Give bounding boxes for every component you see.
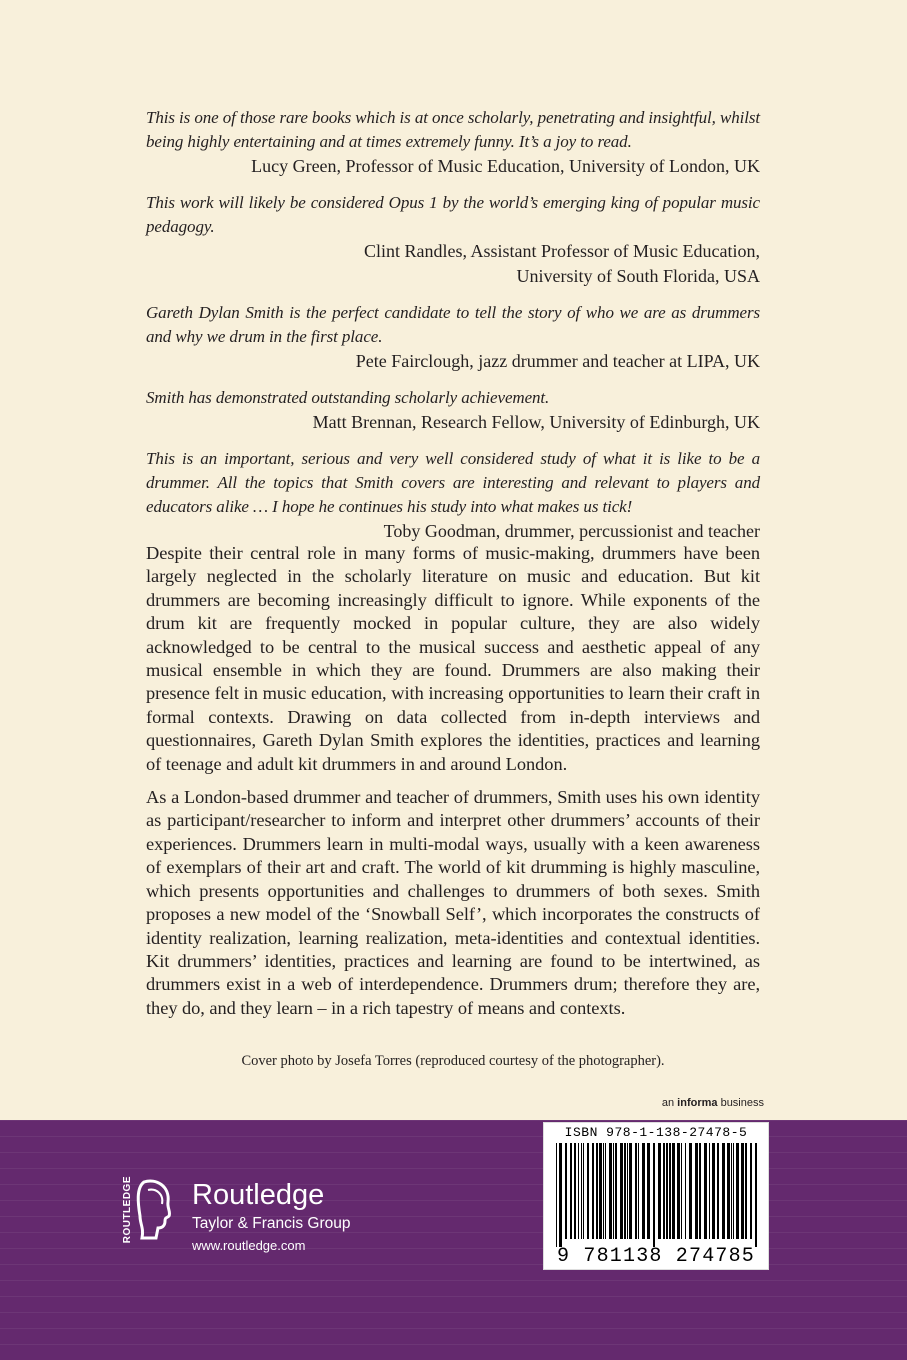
- barcode-bar: [635, 1143, 637, 1239]
- barcode-bar: [745, 1143, 747, 1239]
- barcode-bar: [733, 1143, 734, 1239]
- endorsement-quote: This work will likely be considered Opus 1 by the world’s emerging king of popular music pedagogy.: [146, 193, 760, 236]
- endorsement-attribution: Matt Brennan, Research Fellow, University of Edinburgh, UK: [312, 412, 760, 432]
- barcode-bar: [565, 1143, 567, 1239]
- barcode-bar: [583, 1143, 584, 1239]
- endorsements: [146, 106, 760, 556]
- barcode-bar: [722, 1143, 725, 1239]
- barcode-bar: [750, 1143, 752, 1239]
- barcode-bar: [755, 1143, 757, 1247]
- endorsement-quote: This is one of those rare books which is at once scholarly, penetrating and insightful, whilst being highly entertaining and at times extremely funny. It’s a joy to read.: [146, 108, 760, 151]
- barcode-bar: [587, 1143, 589, 1239]
- barcode-bar: [727, 1143, 730, 1239]
- barcode-bar: [689, 1143, 692, 1239]
- book-description: [146, 542, 760, 1030]
- routledge-logo: [118, 1176, 398, 1266]
- barcode-bar: [596, 1143, 598, 1239]
- endorsement: [146, 386, 760, 435]
- barcode-bar: [731, 1143, 732, 1239]
- barcode-bar: [695, 1143, 698, 1239]
- barcode-bar: [685, 1143, 686, 1239]
- endorsement: [146, 106, 760, 179]
- barcode-bar: [658, 1143, 661, 1239]
- barcode-bar: [574, 1143, 576, 1239]
- barcode-bar: [677, 1143, 680, 1239]
- barcode-bar: [599, 1143, 602, 1239]
- endorsement: [146, 191, 760, 289]
- barcode-bar: [627, 1143, 628, 1239]
- barcode-bar: [741, 1143, 744, 1239]
- barcode-bar: [638, 1143, 639, 1239]
- endorsement-attribution: University of South Florida, USA: [516, 266, 760, 286]
- description-paragraph: As a London-based drummer and teacher of drummers, Smith uses his own identity as participant/researcher to inform and interpret other drummers’ accounts of their experiences. Drummers learn in multi-modal ways, usually with a keen awareness of exemplars of their art and craft. The world of kit drumming is highly masculine, which presents opportunities and challenges to drummers of both sexes. Smith proposes a new model of the ‘Snowball Self’, which incorporates the constructs of identity realization, learning realization, meta-identities and contextual identities. Kit drummers’ identities, practices and learning are found to be intertwined, as drummers exist in a web of interdependence. Drummers drum; therefore they are, they do, and they learn – in a rich tapestry of means and contexts.: [146, 787, 760, 1018]
- isbn-label: ISBN 978-1-138-27478-5: [564, 1125, 748, 1140]
- endorsement-quote: This is an important, serious and very well considered study of what it is like to be a drummer. All the topics that Smith covers are interesting and relevant to players and educators alike … I hope he continues his study into what makes us tick!: [146, 449, 760, 516]
- barcode-bar: [581, 1143, 582, 1239]
- endorsement-attribution: Toby Goodman, drummer, percussionist and teacher: [383, 521, 760, 541]
- barcode-bar: [669, 1143, 671, 1239]
- barcode-bar: [559, 1143, 562, 1247]
- barcode-bar: [556, 1143, 557, 1247]
- barcode-bar: [624, 1143, 626, 1239]
- barcode-digits: 9 781138 274785: [556, 1245, 756, 1268]
- barcode-bar: [681, 1143, 682, 1239]
- cover-photo-credit: Cover photo by Josefa Torres (reproduced courtesy of the photographer).: [241, 1053, 665, 1069]
- endorsement-quote: Smith has demonstrated outstanding scholarly achievement.: [146, 388, 550, 407]
- endorsement-quote: Gareth Dylan Smith is the perfect candidate to tell the story of who we are as drummers and why we drum in the first place.: [146, 303, 760, 346]
- endorsement-attribution: Clint Randles, Assistant Professor of Music Education,: [364, 241, 760, 261]
- endorsement: [146, 447, 760, 544]
- barcode-bar: [578, 1143, 579, 1239]
- endorsement: [146, 301, 760, 374]
- publisher-website: www.routledge.com: [192, 1238, 306, 1253]
- barcode-bar: [666, 1143, 668, 1239]
- barcode-bar: [736, 1143, 739, 1239]
- informa-wordmark: informa: [677, 1097, 718, 1109]
- barcode-bar: [653, 1143, 655, 1247]
- barcode-bar: [642, 1143, 645, 1239]
- barcode-bar: [647, 1143, 650, 1239]
- barcode-bar: [712, 1143, 715, 1239]
- barcode-bar: [717, 1143, 719, 1239]
- isbn-barcode: [543, 1122, 769, 1270]
- barcode-bar: [615, 1143, 617, 1239]
- publisher-name: Routledge: [192, 1179, 325, 1211]
- publisher-group: Taylor & Francis Group: [192, 1215, 351, 1232]
- endorsement-attribution: Pete Fairclough, jazz drummer and teacher at LIPA, UK: [355, 351, 760, 371]
- barcode-bar: [605, 1143, 606, 1239]
- barcode-bar: [699, 1143, 701, 1239]
- barcode-bar: [609, 1143, 612, 1239]
- barcode-bars: [552, 1143, 762, 1249]
- barcode-bar: [663, 1143, 665, 1239]
- routledge-vertical-mark: ROUTLEDGE: [122, 1176, 133, 1244]
- barcode-bar: [709, 1143, 710, 1239]
- barcode-bar: [603, 1143, 604, 1239]
- endorsement-attribution: Lucy Green, Professor of Music Education, University of London, UK: [251, 156, 760, 176]
- description-paragraph: Despite their central role in many forms of music-making, drummers have been largely neglected in the scholarly literature on music and education. But kit drummers are becoming increasingly difficult to ignore. While exponents of the drum kit are frequently mocked in popular culture, they are also widely acknowledged to be central to the musical success and aesthetic appeal of any musical ensemble in which they are found. Drummers are also making their presence felt in music education, with increasing opportunities to learn their craft in formal contexts. Drawing on data collected from in-depth interviews and questionnaires, Gareth Dylan Smith explores the identities, practices and learning of teenage and adult kit drummers in and around London.: [146, 543, 760, 774]
- informa-tagline: an informa business: [661, 1097, 764, 1109]
- barcode-bar: [592, 1143, 594, 1239]
- barcode-bar: [629, 1143, 632, 1239]
- barcode-bar: [620, 1143, 623, 1239]
- barcode-bar: [672, 1143, 675, 1239]
- barcode-bar: [613, 1143, 614, 1239]
- barcode-bar: [570, 1143, 572, 1239]
- barcode-bar: [704, 1143, 707, 1239]
